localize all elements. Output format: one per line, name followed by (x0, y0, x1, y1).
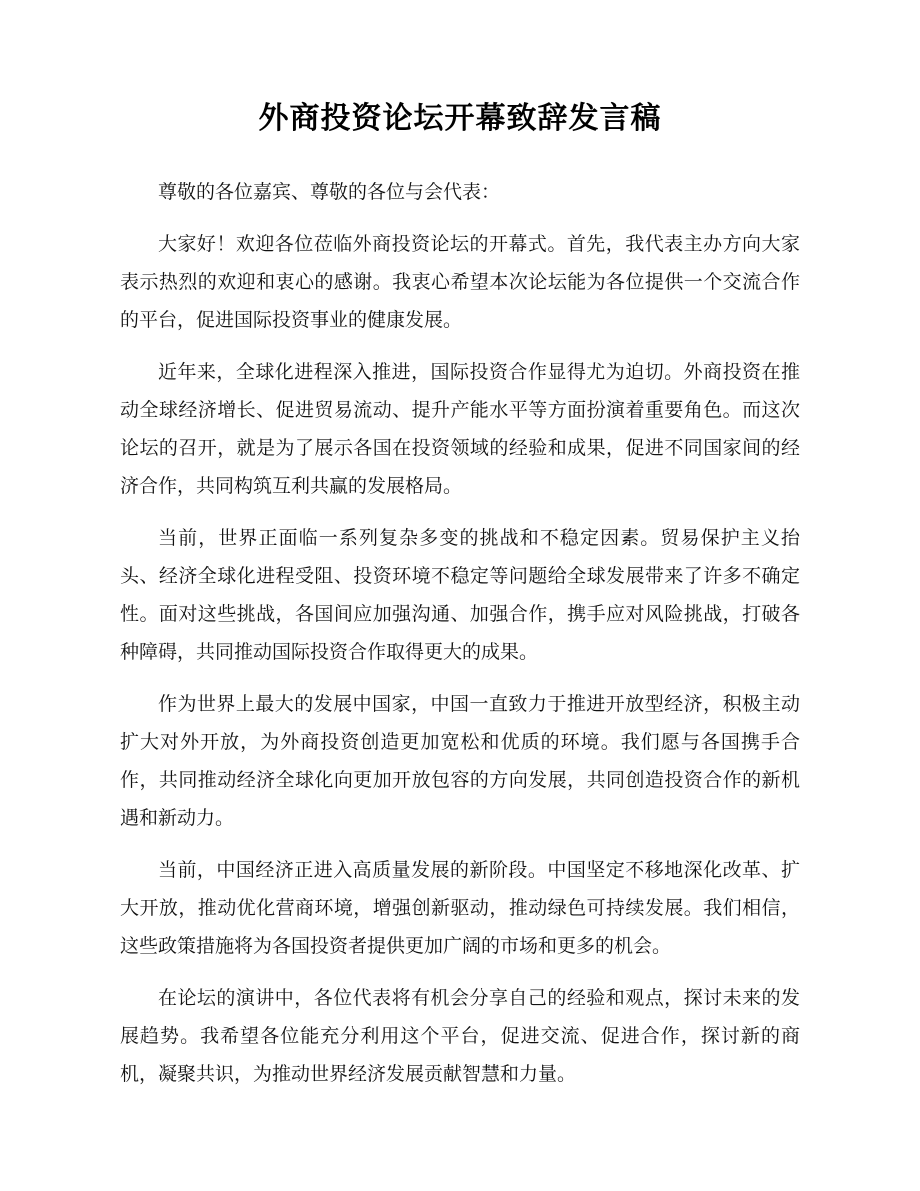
paragraph: 作为世界上最大的发展中国家，中国一直致力于推进开放型经济，积极主动扩大对外开放，为外商投资创造更加宽松和优质的环境。我们愿与各国携手合作，共同推动经济全球化向更加开放包容的方向发展，共同创造投资合作的新机遇和新动力。 (120, 694, 800, 829)
paragraph-salutation: 尊敬的各位嘉宾、尊敬的各位与会代表： (158, 182, 501, 203)
paragraph: 当前，中国经济正进入高质量发展的新阶段。中国坚定不移地深化改革、扩大开放，推动优化营商环境，增强创新驱动，推动绿色可持续发展。我们相信，这些政策措施将为各国投资者提供更加广阔的市场和更多的机会。 (120, 860, 800, 957)
paragraph: 大家好！欢迎各位莅临外商投资论坛的开幕式。首先，我代表主办方向大家表示热烈的欢迎和衷心的感谢。我衷心希望本次论坛能为各位提供一个交流合作的平台，促进国际投资事业的健康发展。 (120, 234, 800, 331)
document-title: 外商投资论坛开幕致辞发言稿 (258, 102, 662, 135)
paragraph: 当前，世界正面临一系列复杂多变的挑战和不稳定因素。贸易保护主义抬头、经济全球化进程受阻、投资环境不稳定等问题给全球发展带来了许多不确定性。面对这些挑战，各国间应加强沟通、加强合作，携手应对风险挑战，打破各种障碍，共同推动国际投资合作取得更大的成果。 (120, 528, 800, 663)
paragraph: 在论坛的演讲中，各位代表将有机会分享自己的经验和观点，探讨未来的发展趋势。我希望各位能充分利用这个平台，促进交流、促进合作，探讨新的商机，凝聚共识，为推动世界经济发展贡献智慧和力量。 (120, 988, 800, 1085)
paragraph: 近年来，全球化进程深入推进，国际投资合作显得尤为迫切。外商投资在推动全球经济增长、促进贸易流动、提升产能水平等方面扮演着重要角色。而这次论坛的召开，就是为了展示各国在投资领域的经验和成果，促进不同国家间的经济合作，共同构筑互利共赢的发展格局。 (120, 362, 800, 497)
